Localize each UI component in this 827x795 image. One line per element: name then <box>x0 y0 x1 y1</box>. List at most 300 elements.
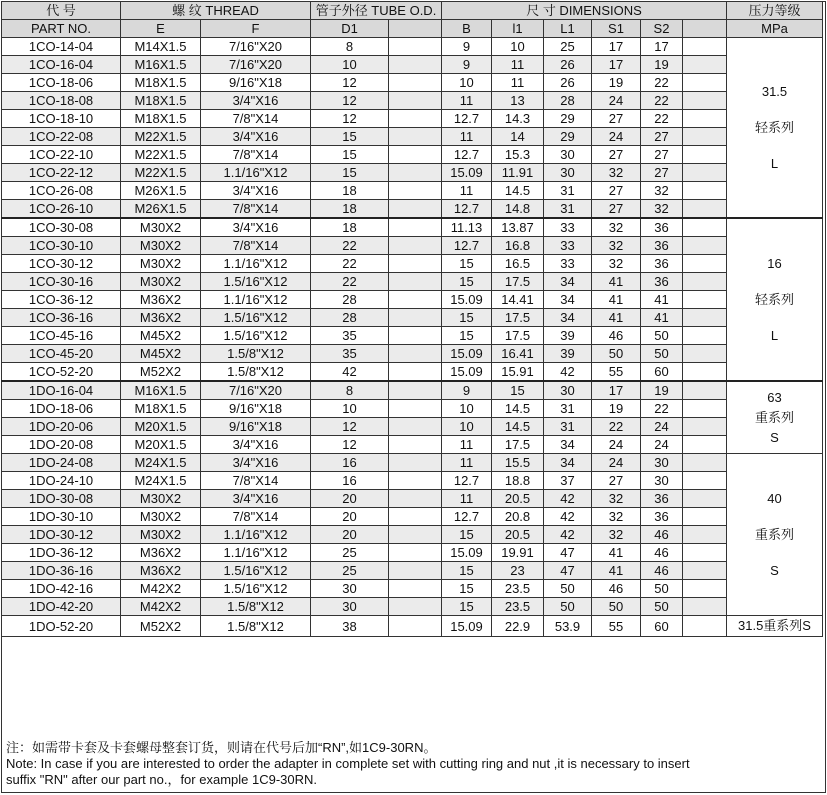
table-row <box>2 508 823 526</box>
cell-dim-l1: 14.5 <box>492 418 544 436</box>
table-row <box>2 381 823 400</box>
cell-dim-blank <box>683 237 727 255</box>
cell-tube-d1: 20 <box>311 526 389 544</box>
cell-dim-l1: 14.3 <box>492 110 544 128</box>
cell-dim-blank <box>683 616 727 637</box>
cell-dim-blank <box>683 363 727 382</box>
cell-dim-s1: 27 <box>592 200 641 219</box>
cell-part-no: 1CO-18-10 <box>2 110 121 128</box>
cell-dim-s2: 32 <box>641 200 683 219</box>
cell-part-no: 1DO-36-12 <box>2 544 121 562</box>
cell-dim-L1: 30 <box>544 164 592 182</box>
cell-thread-f: 7/8"X14 <box>201 508 311 526</box>
cell-dim-l1: 17.5 <box>492 436 544 454</box>
table-row <box>2 400 823 418</box>
pressure-line: L <box>770 327 779 343</box>
cell-thread-f: 1.5/16"X12 <box>201 309 311 327</box>
pressure-line: 重系列 <box>754 526 794 542</box>
cell-dim-s1: 41 <box>592 309 641 327</box>
cell-dim-b: 12.7 <box>442 146 492 164</box>
pressure-line: 40 <box>767 490 782 506</box>
cell-part-no: 1CO-45-16 <box>2 327 121 345</box>
cell-thread-f: 1.5/8"X12 <box>201 598 311 616</box>
cell-thread-e: M45X2 <box>121 345 201 363</box>
cell-dim-b: 9 <box>442 38 492 56</box>
cell-dim-s2: 60 <box>641 616 683 637</box>
cell-dim-blank <box>683 255 727 273</box>
cell-thread-f: 9/16"X18 <box>201 400 311 418</box>
cell-part-no: 1DO-20-08 <box>2 436 121 454</box>
cell-part-no: 1DO-16-04 <box>2 381 121 400</box>
cell-part-no: 1DO-24-10 <box>2 472 121 490</box>
cell-tube-blank <box>389 200 442 219</box>
cell-thread-e: M22X1.5 <box>121 128 201 146</box>
cell-dim-blank <box>683 436 727 454</box>
cell-dim-s1: 46 <box>592 327 641 345</box>
cell-thread-f: 7/8"X14 <box>201 110 311 128</box>
cell-dim-s1: 41 <box>592 273 641 291</box>
cell-dim-l1: 11 <box>492 74 544 92</box>
cell-dim-l1: 15.3 <box>492 146 544 164</box>
cell-dim-b: 15 <box>442 273 492 291</box>
cell-thread-f: 7/8"X14 <box>201 472 311 490</box>
cell-thread-e: M30X2 <box>121 526 201 544</box>
cell-dim-b: 15 <box>442 309 492 327</box>
cell-dim-L1: 33 <box>544 237 592 255</box>
cell-dim-s2: 46 <box>641 544 683 562</box>
cell-dim-blank <box>683 56 727 74</box>
cell-dim-L1: 30 <box>544 146 592 164</box>
cell-dim-s1: 19 <box>592 74 641 92</box>
cell-part-no: 1DO-42-16 <box>2 580 121 598</box>
cell-dim-L1: 26 <box>544 74 592 92</box>
table-row <box>2 56 823 74</box>
table-row <box>2 598 823 616</box>
cell-dim-L1: 53.9 <box>544 616 592 637</box>
cell-dim-l1: 18.8 <box>492 472 544 490</box>
cell-tube-blank <box>389 400 442 418</box>
cell-dim-blank <box>683 544 727 562</box>
cell-dim-blank <box>683 472 727 490</box>
header-l1-large: L1 <box>544 20 592 38</box>
cell-tube-blank <box>389 255 442 273</box>
cell-dim-b: 15 <box>442 562 492 580</box>
cell-thread-e: M20X1.5 <box>121 418 201 436</box>
cell-thread-e: M24X1.5 <box>121 454 201 472</box>
cell-thread-f: 3/4"X16 <box>201 436 311 454</box>
cell-dim-blank <box>683 562 727 580</box>
pressure-group <box>727 381 823 454</box>
cell-tube-blank <box>389 418 442 436</box>
table-row <box>2 200 823 219</box>
cell-dim-s1: 17 <box>592 56 641 74</box>
cell-dim-blank <box>683 74 727 92</box>
cell-dim-b: 11 <box>442 436 492 454</box>
header-e: E <box>121 20 201 38</box>
cell-part-no: 1DO-30-10 <box>2 508 121 526</box>
cell-thread-e: M22X1.5 <box>121 164 201 182</box>
cell-part-no: 1DO-30-12 <box>2 526 121 544</box>
cell-dim-s2: 22 <box>641 400 683 418</box>
cell-dim-b: 10 <box>442 400 492 418</box>
header-f: F <box>201 20 311 38</box>
cell-dim-s2: 36 <box>641 237 683 255</box>
cell-tube-blank <box>389 273 442 291</box>
cell-tube-blank <box>389 436 442 454</box>
cell-dim-L1: 42 <box>544 508 592 526</box>
cell-tube-d1: 28 <box>311 309 389 327</box>
table-row <box>2 273 823 291</box>
table-row <box>2 345 823 363</box>
cell-dim-s2: 22 <box>641 110 683 128</box>
cell-dim-L1: 31 <box>544 400 592 418</box>
cell-tube-blank <box>389 526 442 544</box>
cell-dim-L1: 42 <box>544 363 592 382</box>
cell-dim-s2: 30 <box>641 454 683 472</box>
pressure-group <box>727 454 823 616</box>
cell-dim-s1: 27 <box>592 472 641 490</box>
cell-thread-f: 9/16"X18 <box>201 418 311 436</box>
cell-dim-l1: 14.8 <box>492 200 544 219</box>
table-row <box>2 363 823 382</box>
cell-dim-s2: 46 <box>641 562 683 580</box>
cell-part-no: 1CO-30-12 <box>2 255 121 273</box>
cell-thread-f: 1.5/16"X12 <box>201 562 311 580</box>
cell-tube-blank <box>389 182 442 200</box>
cell-dim-s1: 32 <box>592 255 641 273</box>
cell-dim-blank <box>683 128 727 146</box>
cell-thread-e: M30X2 <box>121 508 201 526</box>
cell-dim-l1: 23 <box>492 562 544 580</box>
cell-thread-e: M42X2 <box>121 598 201 616</box>
cell-part-no: 1DO-30-08 <box>2 490 121 508</box>
cell-dim-s2: 19 <box>641 56 683 74</box>
cell-tube-blank <box>389 74 442 92</box>
cell-thread-f: 3/4"X16 <box>201 92 311 110</box>
cell-tube-blank <box>389 363 442 382</box>
header-pressure-unit: MPa <box>727 20 823 38</box>
cell-dim-blank <box>683 218 727 237</box>
cell-dim-l1: 14.5 <box>492 182 544 200</box>
cell-dim-L1: 31 <box>544 418 592 436</box>
cell-dim-b: 15.09 <box>442 345 492 363</box>
cell-thread-f: 1.1/16"X12 <box>201 255 311 273</box>
cell-part-no: 1CO-26-10 <box>2 200 121 219</box>
cell-dim-s1: 50 <box>592 598 641 616</box>
cell-thread-e: M36X2 <box>121 544 201 562</box>
cell-thread-e: M18X1.5 <box>121 400 201 418</box>
cell-thread-e: M36X2 <box>121 309 201 327</box>
cell-thread-f: 1.1/16"X12 <box>201 544 311 562</box>
header-thread: 螺 纹 THREAD <box>121 2 311 20</box>
cell-dim-L1: 26 <box>544 56 592 74</box>
cell-dim-blank <box>683 400 727 418</box>
cell-dim-s2: 30 <box>641 472 683 490</box>
cell-dim-l1: 20.8 <box>492 508 544 526</box>
pressure-line: 重系列 <box>754 409 794 425</box>
table-row <box>2 544 823 562</box>
cell-dim-b: 10 <box>442 418 492 436</box>
header-l1-small: l1 <box>492 20 544 38</box>
table-row <box>2 454 823 472</box>
cell-dim-s2: 60 <box>641 363 683 382</box>
cell-dim-L1: 42 <box>544 490 592 508</box>
table-row <box>2 327 823 345</box>
cell-dim-b: 15.09 <box>442 363 492 382</box>
cell-dim-l1: 16.8 <box>492 237 544 255</box>
cell-dim-s2: 36 <box>641 255 683 273</box>
cell-dim-s1: 27 <box>592 110 641 128</box>
header-s2: S2 <box>641 20 683 38</box>
cell-dim-s2: 27 <box>641 164 683 182</box>
header-part-en: PART NO. <box>2 20 121 38</box>
cell-dim-b: 11 <box>442 92 492 110</box>
cell-tube-d1: 10 <box>311 400 389 418</box>
cell-tube-d1: 12 <box>311 92 389 110</box>
cell-part-no: 1DO-36-16 <box>2 562 121 580</box>
table-row <box>2 562 823 580</box>
cell-dim-blank <box>683 38 727 56</box>
cell-dim-b: 15 <box>442 526 492 544</box>
cell-dim-s2: 32 <box>641 182 683 200</box>
cell-tube-blank <box>389 327 442 345</box>
note-cn: 注：如需带卡套及卡套螺母整套订货，则请在代号后加“RN”,如1C9-30RN。 <box>6 740 437 755</box>
table-row <box>2 616 823 637</box>
cell-tube-d1: 42 <box>311 363 389 382</box>
cell-dim-s2: 24 <box>641 418 683 436</box>
cell-tube-d1: 28 <box>311 291 389 309</box>
cell-dim-l1: 17.5 <box>492 273 544 291</box>
cell-dim-blank <box>683 508 727 526</box>
cell-dim-s2: 22 <box>641 92 683 110</box>
cell-dim-s1: 24 <box>592 436 641 454</box>
cell-thread-e: M45X2 <box>121 327 201 345</box>
cell-tube-blank <box>389 237 442 255</box>
cell-dim-s1: 50 <box>592 345 641 363</box>
cell-dim-b: 12.7 <box>442 237 492 255</box>
table-row <box>2 436 823 454</box>
cell-dim-blank <box>683 345 727 363</box>
cell-dim-s1: 24 <box>592 454 641 472</box>
cell-dim-l1: 15.91 <box>492 363 544 382</box>
cell-tube-blank <box>389 146 442 164</box>
cell-dim-s1: 55 <box>592 363 641 382</box>
header-dimensions: 尺 寸 DIMENSIONS <box>442 2 727 20</box>
cell-part-no: 1CO-14-04 <box>2 38 121 56</box>
cell-thread-f: 7/8"X14 <box>201 200 311 219</box>
cell-dim-s1: 41 <box>592 291 641 309</box>
cell-tube-d1: 30 <box>311 598 389 616</box>
cell-thread-f: 3/4"X16 <box>201 128 311 146</box>
cell-dim-s1: 32 <box>592 164 641 182</box>
cell-dim-blank <box>683 110 727 128</box>
cell-dim-s1: 24 <box>592 128 641 146</box>
cell-dim-s2: 50 <box>641 345 683 363</box>
pressure-line: 31.5重系列S <box>738 618 811 633</box>
cell-dim-s2: 46 <box>641 526 683 544</box>
cell-tube-blank <box>389 92 442 110</box>
cell-thread-e: M42X2 <box>121 580 201 598</box>
cell-thread-f: 3/4"X16 <box>201 490 311 508</box>
pressure-group <box>727 38 823 219</box>
cell-dim-b: 15 <box>442 598 492 616</box>
cell-tube-d1: 22 <box>311 273 389 291</box>
cell-tube-blank <box>389 56 442 74</box>
cell-dim-blank <box>683 418 727 436</box>
cell-tube-d1: 12 <box>311 418 389 436</box>
header-row-2 <box>2 20 823 38</box>
cell-thread-e: M36X2 <box>121 562 201 580</box>
cell-tube-d1: 22 <box>311 255 389 273</box>
cell-dim-L1: 34 <box>544 436 592 454</box>
cell-dim-l1: 11.91 <box>492 164 544 182</box>
cell-dim-L1: 31 <box>544 200 592 219</box>
cell-dim-L1: 50 <box>544 580 592 598</box>
header-tube: 管子外径 TUBE O.D. <box>311 2 442 20</box>
cell-dim-L1: 29 <box>544 110 592 128</box>
cell-dim-L1: 39 <box>544 345 592 363</box>
cell-dim-b: 10 <box>442 74 492 92</box>
pressure-line: 31.5 <box>761 83 788 99</box>
cell-part-no: 1CO-26-08 <box>2 182 121 200</box>
cell-thread-e: M18X1.5 <box>121 110 201 128</box>
cell-dim-blank <box>683 381 727 400</box>
cell-thread-e: M18X1.5 <box>121 74 201 92</box>
cell-dim-L1: 39 <box>544 327 592 345</box>
cell-dim-blank <box>683 200 727 219</box>
cell-dim-blank <box>683 490 727 508</box>
cell-dim-s1: 22 <box>592 418 641 436</box>
cell-dim-b: 15 <box>442 327 492 345</box>
cell-thread-f: 3/4"X16 <box>201 454 311 472</box>
cell-tube-d1: 15 <box>311 146 389 164</box>
cell-dim-L1: 30 <box>544 381 592 400</box>
cell-thread-f: 1.5/16"X12 <box>201 327 311 345</box>
cell-part-no: 1DO-18-06 <box>2 400 121 418</box>
cell-dim-s1: 32 <box>592 508 641 526</box>
cell-tube-d1: 16 <box>311 454 389 472</box>
cell-dim-L1: 34 <box>544 309 592 327</box>
cell-dim-L1: 34 <box>544 454 592 472</box>
cell-tube-d1: 18 <box>311 218 389 237</box>
cell-dim-l1: 20.5 <box>492 490 544 508</box>
cell-dim-L1: 37 <box>544 472 592 490</box>
cell-part-no: 1DO-52-20 <box>2 616 121 637</box>
cell-dim-blank <box>683 580 727 598</box>
cell-dim-s1: 41 <box>592 562 641 580</box>
cell-dim-L1: 33 <box>544 255 592 273</box>
cell-dim-s2: 36 <box>641 490 683 508</box>
cell-thread-e: M20X1.5 <box>121 436 201 454</box>
cell-part-no: 1CO-36-16 <box>2 309 121 327</box>
cell-dim-b: 9 <box>442 381 492 400</box>
cell-dim-b: 9 <box>442 56 492 74</box>
cell-dim-L1: 42 <box>544 526 592 544</box>
cell-dim-l1: 23.5 <box>492 598 544 616</box>
cell-part-no: 1CO-30-10 <box>2 237 121 255</box>
cell-thread-e: M18X1.5 <box>121 92 201 110</box>
cell-thread-f: 1.1/16"X12 <box>201 164 311 182</box>
header-d1: D1 <box>311 20 389 38</box>
cell-part-no: 1CO-36-12 <box>2 291 121 309</box>
cell-part-no: 1CO-30-16 <box>2 273 121 291</box>
cell-dim-b: 12.7 <box>442 508 492 526</box>
cell-thread-e: M16X1.5 <box>121 381 201 400</box>
cell-tube-d1: 18 <box>311 200 389 219</box>
table-row <box>2 291 823 309</box>
cell-dim-l1: 11 <box>492 56 544 74</box>
cell-tube-blank <box>389 291 442 309</box>
header-pressure-cn: 压力等级 <box>727 2 823 20</box>
cell-thread-f: 7/16"X20 <box>201 381 311 400</box>
cell-part-no: 1CO-45-20 <box>2 345 121 363</box>
cell-tube-blank <box>389 508 442 526</box>
cell-tube-blank <box>389 580 442 598</box>
cell-tube-d1: 16 <box>311 472 389 490</box>
table-row <box>2 526 823 544</box>
spec-sheet <box>1 1 826 793</box>
cell-thread-e: M24X1.5 <box>121 472 201 490</box>
cell-dim-blank <box>683 327 727 345</box>
cell-thread-e: M30X2 <box>121 273 201 291</box>
table-row <box>2 309 823 327</box>
table-row <box>2 128 823 146</box>
cell-thread-f: 1.5/16"X12 <box>201 273 311 291</box>
cell-dim-l1: 14 <box>492 128 544 146</box>
cell-dim-s2: 17 <box>641 38 683 56</box>
cell-thread-f: 3/4"X16 <box>201 218 311 237</box>
cell-thread-f: 7/8"X14 <box>201 237 311 255</box>
cell-dim-blank <box>683 454 727 472</box>
cell-tube-blank <box>389 128 442 146</box>
table-row <box>2 255 823 273</box>
cell-dim-l1: 20.5 <box>492 526 544 544</box>
cell-tube-blank <box>389 616 442 637</box>
cell-dim-l1: 17.5 <box>492 327 544 345</box>
table-row <box>2 490 823 508</box>
header-b: B <box>442 20 492 38</box>
cell-dim-l1: 16.5 <box>492 255 544 273</box>
cell-part-no: 1CO-22-12 <box>2 164 121 182</box>
cell-thread-f: 1.5/8"X12 <box>201 616 311 637</box>
cell-dim-l1: 15.5 <box>492 454 544 472</box>
cell-dim-blank <box>683 273 727 291</box>
pressure-line: S <box>770 562 779 578</box>
cell-thread-f: 7/8"X14 <box>201 146 311 164</box>
cell-dim-blank <box>683 92 727 110</box>
header-blank-1 <box>389 20 442 38</box>
cell-tube-d1: 12 <box>311 436 389 454</box>
cell-dim-l1: 22.9 <box>492 616 544 637</box>
cell-dim-l1: 19.91 <box>492 544 544 562</box>
cell-part-no: 1DO-20-06 <box>2 418 121 436</box>
cell-dim-b: 11 <box>442 182 492 200</box>
pressure-line: L <box>770 155 779 171</box>
cell-dim-blank <box>683 164 727 182</box>
cell-tube-d1: 38 <box>311 616 389 637</box>
cell-dim-blank <box>683 291 727 309</box>
cell-dim-s2: 41 <box>641 309 683 327</box>
cell-dim-blank <box>683 146 727 164</box>
cell-dim-b: 15.09 <box>442 291 492 309</box>
cell-dim-L1: 33 <box>544 218 592 237</box>
cell-tube-d1: 22 <box>311 237 389 255</box>
cell-tube-d1: 25 <box>311 562 389 580</box>
cell-tube-d1: 35 <box>311 327 389 345</box>
cell-dim-l1: 14.41 <box>492 291 544 309</box>
header-s1: S1 <box>592 20 641 38</box>
pressure-line: 轻系列 <box>754 119 794 135</box>
